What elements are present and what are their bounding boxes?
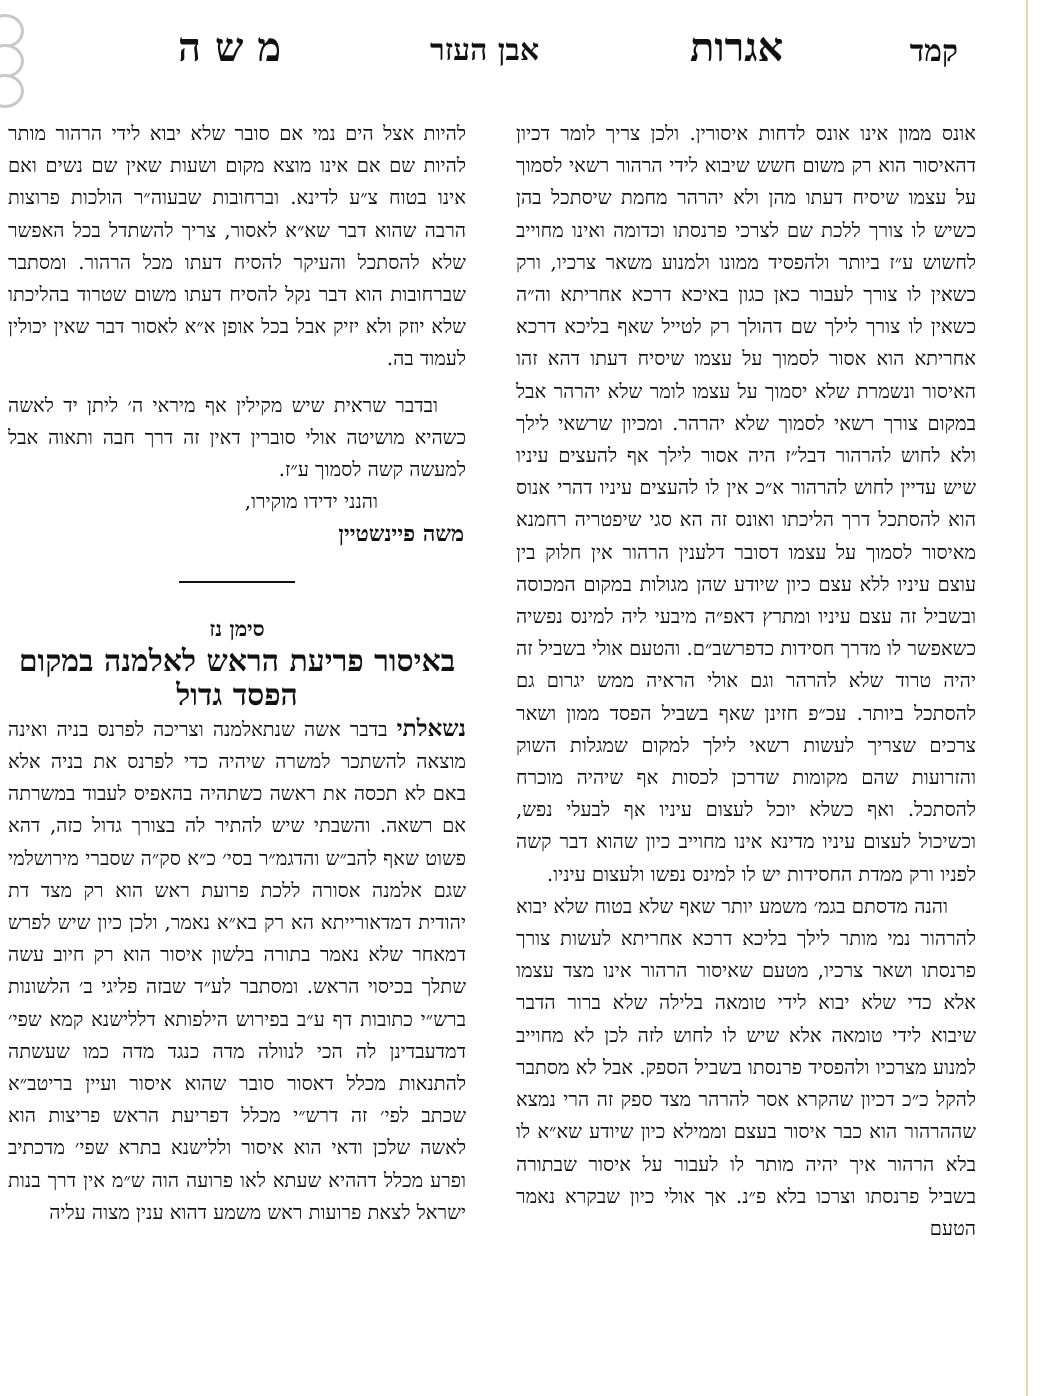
lead-word: נשאלתי (396, 714, 466, 742)
siman-body-paragraph (8, 713, 466, 1229)
section-title: אבן העזר (430, 33, 540, 68)
running-header (0, 0, 1026, 100)
author-name: משה (178, 24, 296, 71)
siman-label: סימן נז (209, 615, 265, 641)
paragraph: והנה מדסתם בגמ׳ משמע יותר שאף שלא בטוח שלא יבוא להרהור נמי מותר לילך בליכא דרכא אחריתא לעשות צורך פרנסתו ושאר צרכיו, מטעם שאיסור הרהור אינו מצד עצמו אלא כדי שלא יבוא לידי טומאה בלילה שלא ברור הדבר שיבוא לידי טומאה אלא שיש לו לחוש לזה לכן לא מחוייב למנוע מצרכיו ולהפסיד פרנסתו בשביל הספק. אבל לא מסתבר להקל כ״כ דכיון שהקרא אסר להרהר מצד ספק זה הרי נמצא שההרהור הוא כבר איסור בעצם וממילא כיון שיודע שא״א לו בלא הרהור איך יהיה מותר לו לעבור על איסור שבתורה בשביל פרנסתו וצרכו בלא פ״נ. אך אולי כיון שבקרא נאמר הטעם (516, 894, 976, 1240)
siman-heading: באיסור פריעת הראש לאלמנה במקום הפסד גדול (18, 643, 456, 713)
paragraph: להיות אצל הים נמי אם סובר שלא יבוא לידי הרהור מותר להיות שם אם אינו מוצא מקום ושעות שאין שם נשים ואם אינו בטוח צ״ע לדינא. וברחובות שבעוה״ר הולכות פרוצות הרבה שהוא דבר שא״א לאסור, צריך להשתדל בכל האפשר שלא להסתכל והעיקר להסיח דעתו מכל הרהור. ומסתבר שברחובות הוא דבר נקל להסיח דעתו משום שטרוד בהליכתו שלא יוזק ולא יזיק אבל בכל אופן א״א לאסור דבר שאין יכולין לעמוד בה. (8, 122, 466, 371)
right-column (516, 118, 976, 1245)
left-column (8, 118, 466, 1229)
book-title: אגרות (690, 24, 784, 71)
siman-body-text: בדבר אשה שנתאלמנה וצריכה לפרנס בניה ואינה מוצאה להשתכר למשרה שיהיה כדי לפרנס את בניה אלא באם לא תכסה את ראשה כשתהיה בהאפיס לעבוד במשרתה אם רשאה. והשבתי שיש להתיר לה בצורך גדול כזה, דהא פשוט שאף להב״ש והדגמ״ר בסי׳ כ״א סק״ה שסברי מירושלמי שגם אלמנה אסורה ללכת פרועת ראש הוא רק מצד דת יהודית דמדאורייתא הא רק בא״א נאמר, ולכן כיון שיש לפרש דמאחר שלא נאמר בתורה בלשון איסור הוא רק חיוב עשה שתלך בכיסוי הראש. ומסתבר לע״ד שבזה פליגי ב׳ הלשונות ברש״י כתובות דף ע״ב בפירוש הילפותא דללישנא קמא שפי׳ דמדעבדינן לה הכי לנוולה מדה כנגד מדה כמו שעשתה להתנאות מכלל דאסור סובר שהוא איסור ועיין בריטב״א שכתב לפי׳ זה דרש״י מכלל דפריעת הראש פריצות הוא לאשה שלכן ודאי הוא איסור וללישנא בתרא שפי׳ מדכתיב ופרע מכלל דההיא שעתא לאו פרועה הוה ש״מ אין דרך בנות ישראל לצאת פרועות ראש משמע דהוא ענין מצוה עליה (8, 717, 466, 1224)
closing-line: והנני ידידו מוקירו, (244, 490, 378, 514)
page-number: קמד (909, 34, 958, 69)
section-divider (179, 581, 295, 583)
paragraph: ובדבר שראית שיש מקילין אף מיראי ה׳ ליתן יד לאשה כשהיא מושיטה אולי סוברין דאין זה דרך חבה ותאוה אבל למעשה קשה לסמוך ע״ז. (8, 393, 466, 482)
paragraph: אונס ממון אינו אונס לדחות איסורין. ולכן צריך לומר דכיון דהאיסור הוא רק משום חשש שיבוא לידי הרהור רשאי לסמוך על עצמו שיסיח דעתו מהן ולא יהרהר מחמת שיסתכל בהן כשיש לו צורך ללכת שם לצרכי פרנסתו וכדומה ואינו מחוייב לחשוש ע״ז ביותר ולהפסיד ממונו ולמנוע משאר צרכיו, ורק כשאין לו צורך לעבור כאן כגון באיכא דרכא אחריתא וה״ה כשאין לו צורך לילך שם דהולך רק לטייל שאף בליכא דרכא אחריתא הוא אסור לסמוך על עצמו שיסיח דעתו דהא זהו האיסור ונשמרת שלא יסמוך על עצמו לומר שלא יהרהר אבל במקום צורך רשאי לסמוך שלא יהרהר. ומכיון שרשאי לילך ולא לחוש להרהור דבל״ז היה אסור לילך אף להעצים עיניו שיש עדיין לחוש להרהור א״כ אין לו להעצים עיניו דהרי אנוס הוא להסתכל דרך הליכתו ואונס זה הא סגי שיפטריה רחמנא מאיסור לסמוך על עצמו דסובר דלענין הרהור אין חלוק בין עוצם עיניו ללא עצם כיון שיודע שהן מגולות במקום המכוסה ובשביל זה עצם עיניו ומתרץ דאפ״ה מיבעי ליה למינס נפשיה כשאפשר לו מדרך חסידות כדפרשב״ם. והטעם אולי בשביל זה יהיה טרוד שלא להרהר וגם אולי הראיה ממש יגרום גם להסתכל ביותר. עכ״פ חזינן שאף בשביל הפסד ממון ושאר צרכים שצריך לעשות רשאי לילך למקום שמגלות השוק והזרועות שהם מקומות שדרכן לכסות אף שיהיה מוכרח להסתכל. ואף כשלא יוכל לעצום עיניו אף לבעלי נפש, וכשיכול לעצום עיניו מדינא אינו מחוייב כיון שהוא דבר קשה לפניו ורק ממדת החסידות יש לו למינס נפשו ולעצום עיניו. (516, 122, 976, 886)
signature: משה פיינשטיין (338, 521, 464, 548)
